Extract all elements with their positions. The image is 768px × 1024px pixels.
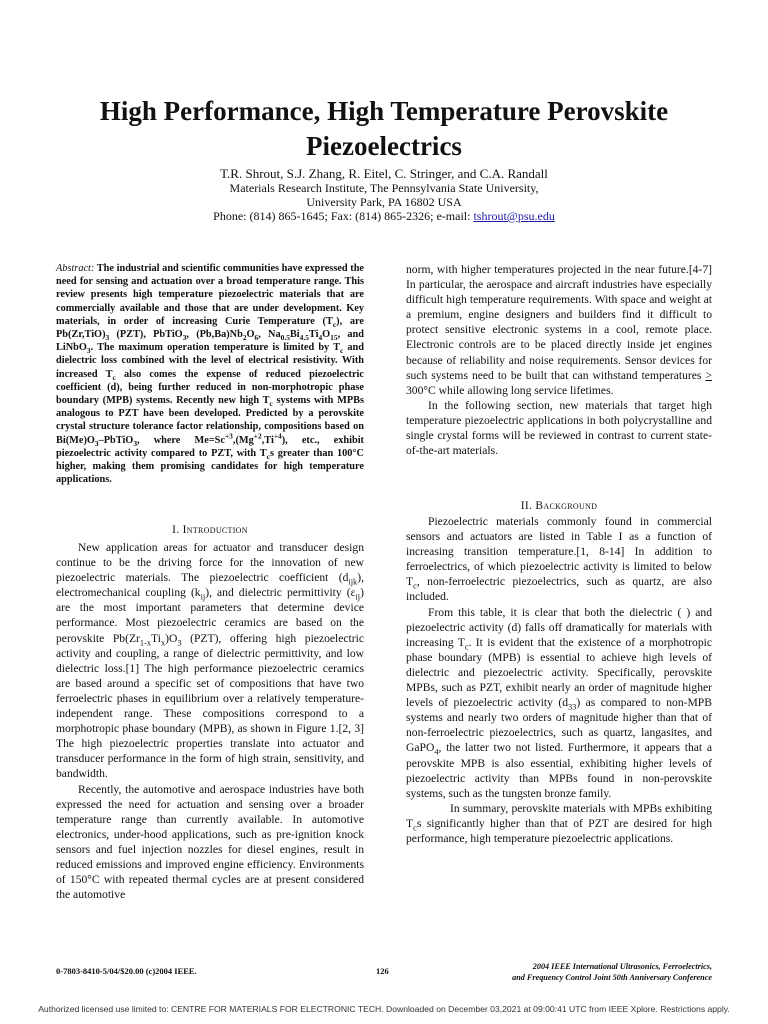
intro-paragraph-1: New application areas for actuator and transducer design continue to be the driving force for the innovation of new piezoelectric materials. The piezoelectric coefficient $(d_{ijk})$, electromechanical coupling $(k_{ij})$, and dielectric permittivity $(\varepsilon_{ij})$ are the most important parameters that determine device performance. Most piezoelectric ceramics are based on the perovskite $Pb(Zr_{1-x}Ti_x)O_3$ (PZT), offering high piezoelectric activity and coupling, a range of dielectric permittivity, and low dielectric loss.[1] The high performance piezoelectric ceramics are based around a specific set of compositions that have two ferroelectric phases in equilibrium over a relatively temperature-independent range. These compositions correspond to a morphotropic phase boundary (MPB), as shown in Figure 1.[2, 3] The high piezoelectric properties translate into actuator and transducer performance in the form of high strain, sensitivity, and bandwidth. [56,541,364,781]
background-body [406,514,712,846]
contact-text: Phone: (814) 865-1645; Fax: (814) 865-2326; e-mail: [213,209,474,223]
contact-line [30,209,738,223]
footer-copyright: 0-7803-8410-5/04/$20.00 (c)2004 IEEE. [56,966,197,976]
background-paragraph-2: From this table, it is clear that both the dielectric ( ) and piezoelectric activity (d) falls off dramatically for materials with increasing $T_c$. It is evident that the existence of a morphotropic phase boundary (MPB) is essential to achieve high levels of dielectric and piezoelectric activity. Specifically, perovskite MPBs, such as PZT, exhibit nearly an order of magnitude higher levels of piezoelectric activity $(d_{33})$ as compared to non-MPB systems and nearly two orders of magnitude higher than that of non-ferroelectric piezoelectrics, such as quartz, langasites, and GaPO$_4$, the latter two not listed. Furthermore, it appears that a perovskite MPB is also essential, exhibiting higher levels of piezoelectric activity than MPBs found in non-perovskite systems, such as the tungsten bronze family. [406,605,712,800]
authors: T.R. Shrout, S.J. Zhang, R. Eitel, C. Stringer, and C.A. Randall [220,166,548,181]
abstract: Abstract: The industrial and scientific communities have expressed the need for sensing and actuation over a broad temperature range. This review presents high temperature piezoelectric materials that are commercially available and those that are under development. Key materials, in order of increasing Curie Temperature $(T_c)$, are $Pb(Zr,TiO)_3$ (PZT), PbTiO$_3$, $(Pb,Ba)Nb_2O_6$, $Na_{0.5}Bi_{4.5}Ti_4O_{15}$, and LiNbO$_3$. The maximum operation temperature is limited by $T_c$ and dielectric loss combined with the level of electrical resistivity. With increased $T_c$ also comes the expense of reduced piezoelectric coefficient (d), being further reduced in non-morphotropic phase boundary (MPB) systems. Recently new high $T_c$ systems with MPBs analogous to PZT have been developed. Predicted by a perovskite crystal structure tolerance factor relationship, compositions based on $Bi(Me)O_3-PbTiO_3$, where $Me=Sc^{+3},(Mg^{+2},Ti^{+4})$, etc., exhibit piezoelectric activity compared to PZT, with $T_cs$ greater than 100°C higher, making them promising candidates for high temperature applications. [56,263,364,486]
page-number: 126 [376,966,389,976]
footer-conference-line-1: 2004 IEEE International Ultrasonics, Ferroelectrics, [532,962,712,971]
introduction-continued [406,262,712,458]
section-heading-introduction: I. Introduction [172,524,248,536]
footer-conference [512,961,712,983]
section-heading-background: II. Background [520,500,598,512]
footer-conference-line-2: and Frequency Control Joint 50th Anniversary Conference [512,973,712,982]
affiliation-line-1: Materials Research Institute, The Pennsylvania State University, [229,181,539,195]
intro-paragraph-2: Recently, the automotive and aerospace industries have both expressed the need for actuation and sensing over a broader temperature range than currently available. In automotive electronics, under-hood applications, such as pre-ignition knock sensors and fuel injection nozzles for diesel engines, result in reduced emissions and improved engine efficiency. Environments of 150°C with repeated thermal cycles are at present considered the automotive [56,782,364,902]
title-line-1: High Performance, High Temperature Perovskite [99,96,669,126]
background-paragraph-1: Piezoelectric materials commonly found in commercial sensors and actuators are listed in Table I as a function of increasing transition temperature.[1, 8-14] In addition to ferroelectrics, of which piezoelectric activity is limited to below $T_c$, non-ferroelectric piezoelectrics, such as quartz, are also included. [406,515,712,604]
intro-paragraph-2-cont: norm, with higher temperatures projected in the near future.[4-7] In particular, the aerospace and aircraft industries have especially difficult high temperature requirements. With space and weight at a premium, engine designers and builders find it difficult to protect sensitive electronic systems in a cool, remote place. Electronic controls are to be placed directly inside jet engines because of reliability and noise requirements. Sensor devices for such systems need to be built that can withstand temperatures > 300°C while allowing long service lifetimes. [406,263,712,397]
introduction-body [56,540,364,902]
paper-title [30,94,738,164]
license-notice: Authorized licensed use limited to: CENTRE FOR MATERIALS FOR ELECTRONIC TECH. Downloaded on December 03,2021 at 09:00:41 UTC from IEEE Xplore. Restrictions apply. [38,1004,730,1014]
title-line-2: Piezoelectrics [306,131,462,161]
affiliation-line-2: University Park, PA 16802 USA [306,195,462,209]
abstract-label: Abstract: [56,263,95,274]
intro-paragraph-3: In the following section, new materials that target high temperature piezoelectric applications in both polycrystalline and single crystal forms will be reviewed in contrast to current state-of-the-art materials. [406,398,712,458]
email-link[interactable]: tshrout@psu.edu [473,209,555,223]
background-paragraph-3: In summary, perovskite materials with MPBs exhibiting $T_cs$ significantly higher than that of PZT are desired for high performance, high temperature piezoelectric applications. [406,801,712,845]
